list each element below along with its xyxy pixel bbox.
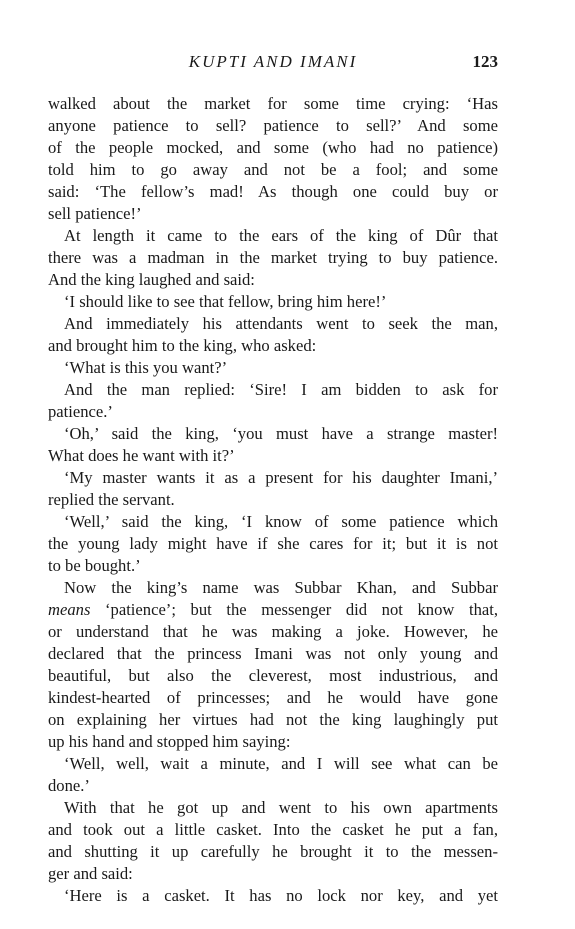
text-line: walked about the market for some time crying: ‘Has <box>48 94 498 113</box>
text-line: ger and said: <box>48 864 133 883</box>
text-line: ‘What is this you want?’ <box>64 358 228 377</box>
text-line: And the king laughed and said: <box>48 270 255 289</box>
text-line: replied the servant. <box>48 490 175 509</box>
text-line: anyone patience to sell? patience to sell?’ And some <box>48 116 498 135</box>
body-text <box>48 93 498 907</box>
page-number: 123 <box>472 52 498 71</box>
text-line: done.’ <box>48 776 90 795</box>
text-line: With that he got up and went to his own apartments <box>64 798 498 817</box>
text-line: Now the king’s name was Subbar Khan, and Subbar <box>64 578 498 597</box>
text-line: patience.’ <box>48 402 113 421</box>
text-line: ‘Oh,’ said the king, ‘you must have a strange master! <box>64 424 498 443</box>
text-line: on explaining her virtues had not the king laughingly put <box>48 710 498 729</box>
text-line: ‘My master wants it as a present for his daughter Imani,’ <box>64 468 498 487</box>
text-line: At length it came to the ears of the king of Dûr that <box>64 226 498 245</box>
text-line: the young lady might have if she cares for it; but it is not <box>48 534 498 553</box>
text-line: What does he want with it?’ <box>48 446 235 465</box>
text-line: kindest-hearted of princesses; and he would have gone <box>48 688 498 707</box>
text-line: and brought him to the king, who asked: <box>48 336 317 355</box>
text-line: said: ‘The fellow’s mad! As though one could buy or <box>48 182 498 201</box>
text-line: and shutting it up carefully he brought it to the messen- <box>48 842 498 861</box>
text-line: And the man replied: ‘Sire! I am bidden to ask for <box>64 380 498 399</box>
page-header <box>48 52 498 76</box>
text-line: beautiful, but also the cleverest, most industrious, and <box>48 666 498 685</box>
text-line: And immediately his attendants went to seek the man, <box>64 314 498 333</box>
text-line: there was a madman in the market trying to buy patience. <box>48 248 498 267</box>
text-line: ‘I should like to see that fellow, bring him here!’ <box>64 292 387 311</box>
text-line: up his hand and stopped him saying: <box>48 732 291 751</box>
text-line: of the people mocked, and some (who had no patience) <box>48 138 498 157</box>
text-line: and took out a little casket. Into the casket he put a fan, <box>48 820 498 839</box>
text-line: sell patience!’ <box>48 204 142 223</box>
emphasized-word: means <box>48 600 91 619</box>
text-line: ‘Here is a casket. It has no lock nor key, and yet <box>64 886 498 905</box>
text-line: means ‘patience’; but the messenger did not know that, <box>48 600 498 619</box>
text-line: ‘Well, well, wait a minute, and I will see what can be <box>64 754 498 773</box>
text-line: ‘Well,’ said the king, ‘I know of some patience which <box>64 512 498 531</box>
text-line: declared that the princess Imani was not only young and <box>48 644 498 663</box>
text-line: told him to go away and not be a fool; and some <box>48 160 498 179</box>
text-line: to be bought.’ <box>48 556 141 575</box>
running-title: KUPTI AND IMANI <box>188 52 358 71</box>
text-line: or understand that he was making a joke. However, he <box>48 622 498 641</box>
